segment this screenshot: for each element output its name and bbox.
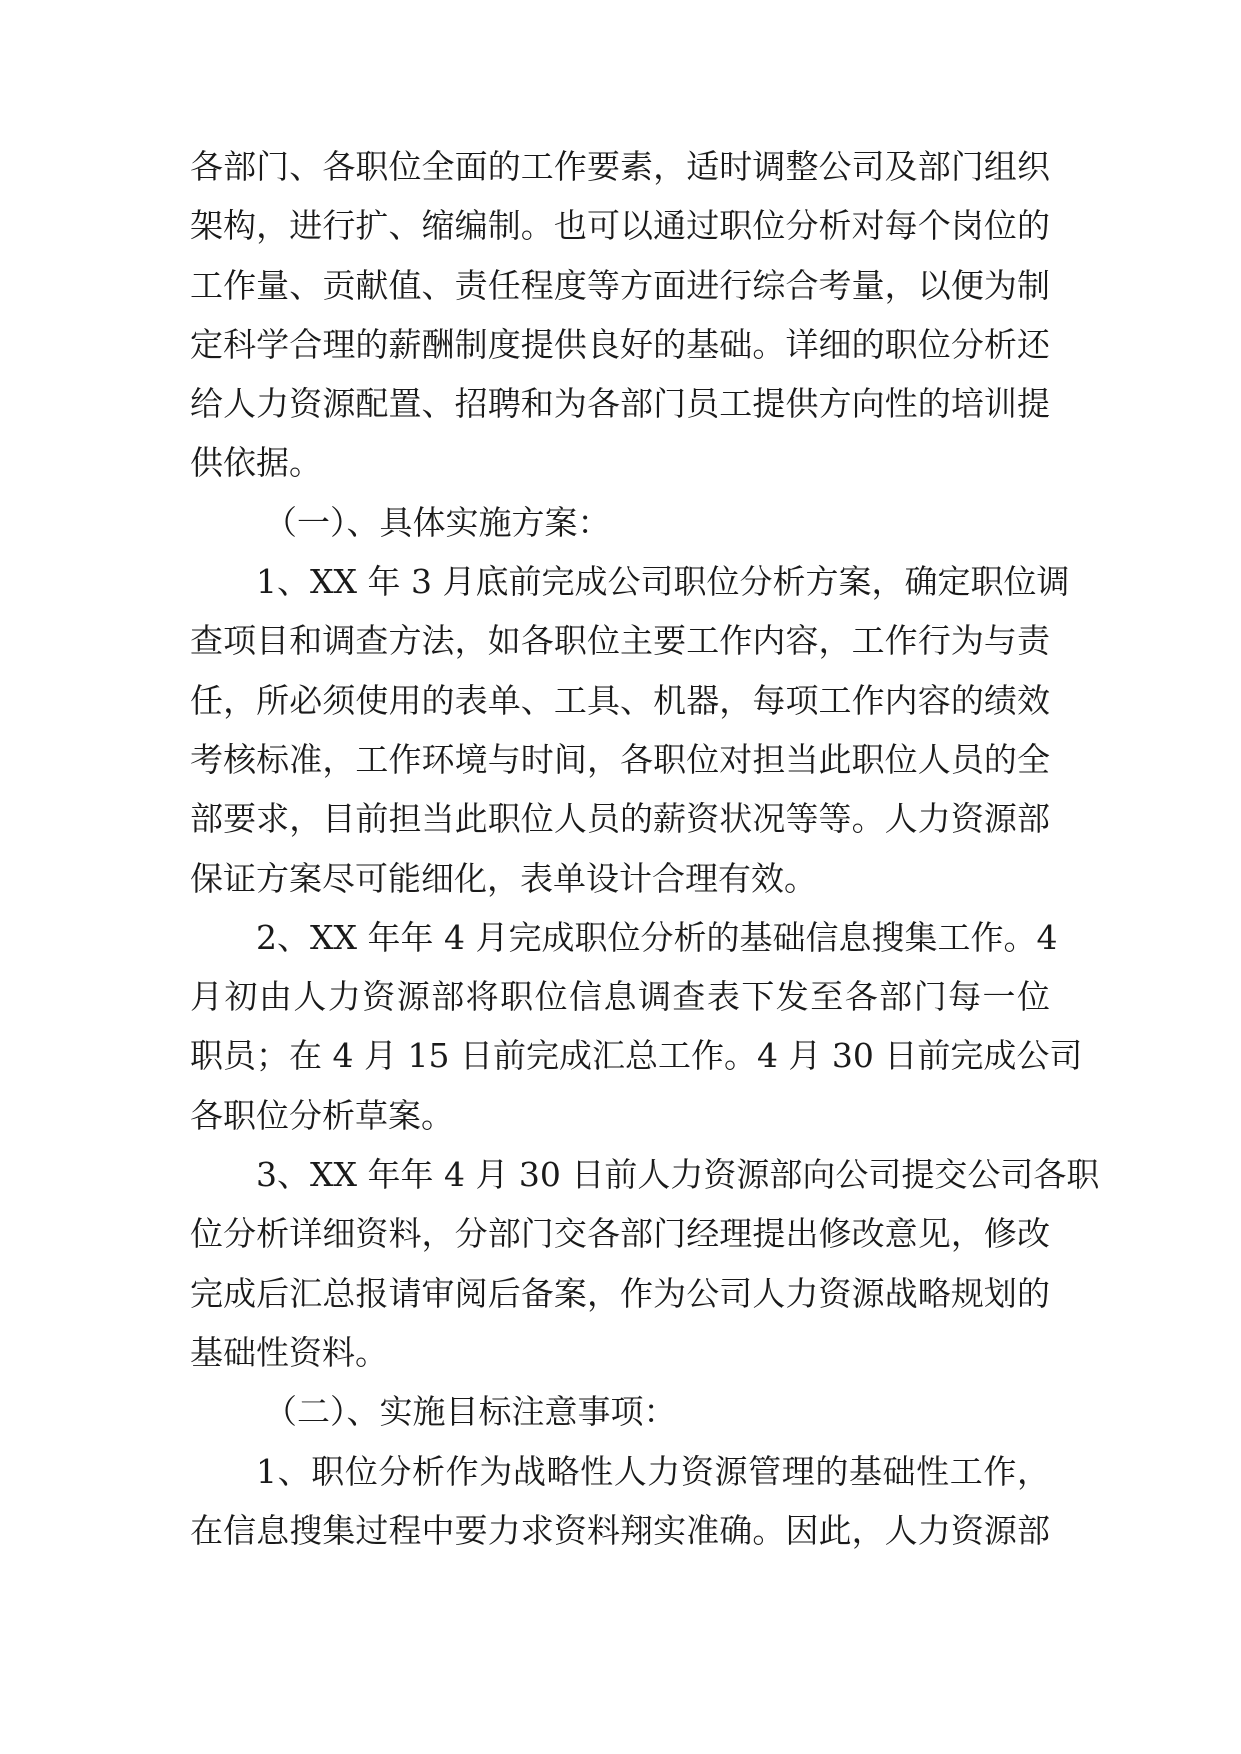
text-line: 3、XX 年年 4 月 30 日前人力资源部向公司提交公司各职 [256, 1155, 1100, 1195]
text-line: 查项目和调查方法，如各职位主要工作内容，工作行为与责 [190, 621, 1050, 661]
text-line: 工作量、贡献值、责任程度等方面进行综合考量，以便为制 [190, 265, 1050, 305]
text-line: 任，所必须使用的表单、工具、机器，每项工作内容的绩效 [190, 680, 1050, 720]
text-line: 保证方案尽可能细化，表单设计合理有效。 [190, 858, 817, 898]
section-heading: （二）、实施目标注意事项： [264, 1392, 677, 1432]
text-line: 给人力资源配置、招聘和为各部门员工提供方向性的培训提 [190, 384, 1050, 424]
text-line: 1、职位分析作为战略性人力资源管理的基础性工作， [256, 1451, 1050, 1491]
text-line: 各职位分析草案。 [190, 1095, 454, 1135]
text-line: 定科学合理的薪酬制度提供良好的基础。详细的职位分析还 [190, 324, 1050, 364]
text-line: 在信息搜集过程中要力求资料翔实准确。因此，人力资源部 [190, 1510, 1050, 1550]
text-line: 1、XX 年 3 月底前完成公司职位分析方案，确定职位调 [256, 562, 1070, 602]
text-line: 职员；在 4 月 15 日前完成汇总工作。4 月 30 日前完成公司 [190, 1036, 1083, 1076]
text-line: 架构，进行扩、缩编制。也可以通过职位分析对每个岗位的 [190, 206, 1050, 246]
text-line: 2、XX 年年 4 月完成职位分析的基础信息搜集工作。4 [256, 917, 1058, 957]
text-line: 考核标准，工作环境与时间，各职位对担当此职位人员的全 [190, 739, 1050, 779]
document-body [190, 137, 1100, 1560]
text-line: 完成后汇总报请审阅后备案，作为公司人力资源战略规划的 [190, 1273, 1050, 1313]
text-line: 部要求，目前担当此职位人员的薪资状况等等。人力资源部 [190, 799, 1050, 839]
text-line: 月初由人力资源部将职位信息调查表下发至各部门每一位 [190, 977, 1050, 1017]
text-line: 供依据。 [190, 443, 322, 483]
text-line: 各部门、各职位全面的工作要素，适时调整公司及部门组织 [190, 147, 1050, 186]
text-line: 基础性资料。 [190, 1332, 388, 1372]
section-heading: （一）、具体实施方案： [264, 502, 611, 542]
text-line: 位分析详细资料，分部门交各部门经理提出修改意见，修改 [190, 1214, 1050, 1254]
